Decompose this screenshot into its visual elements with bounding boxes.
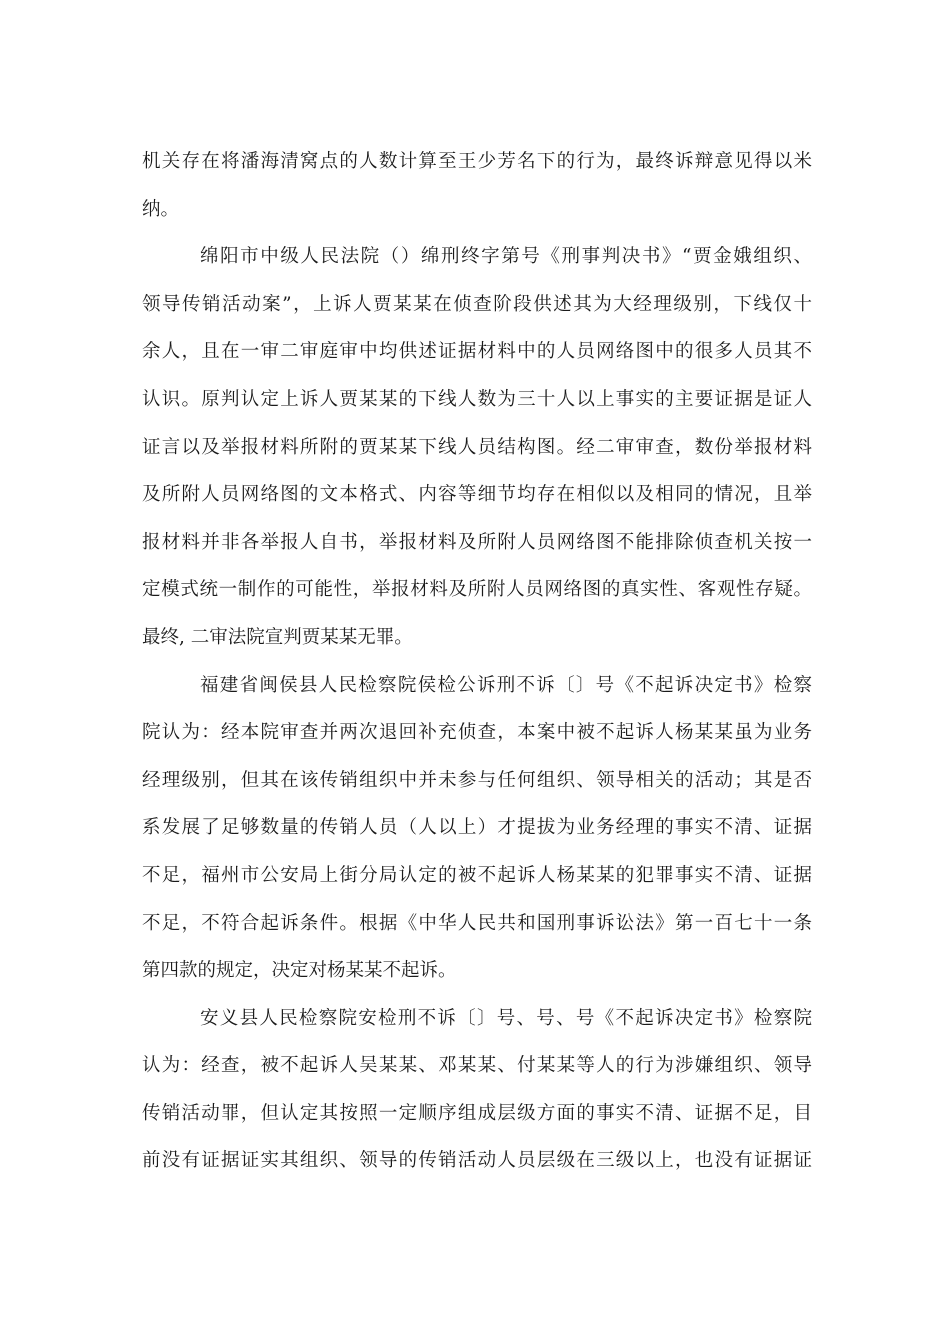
paragraph-4-line-3: 传销活动罪，但认定其按照一定顺序组成层级方面的事实不清、证据不足，目 [142, 1102, 812, 1124]
paragraph-2-line-8: 定模式统一制作的可能性，举报材料及所附人员网络图的真实性、客观性存疑。 [142, 579, 812, 601]
paragraph-2-line-1: 绵阳市中级人民法院（）绵刑终字第号《刑事判决书》“贾金娥组织、 [200, 246, 812, 268]
paragraph-2-line-2: 领导传销活动案”，上诉人贾某某在侦查阶段供述其为大经理级别，下线仅十 [142, 293, 812, 315]
paragraph-4-line-4: 前没有证据证实其组织、领导的传销活动人员层级在三级以上，也没有证据证 [142, 1150, 812, 1172]
paragraph-2-line-3: 余人，且在一审二审庭审中均供述证据材料中的人员网络图中的很多人员其不 [142, 341, 812, 363]
paragraph-4-line-2: 认为：经查，被不起诉人吴某某、邓某某、付某某等人的行为涉嫌组织、领导 [142, 1055, 812, 1077]
paragraph-2-line-6: 及所附人员网络图的文本格式、内容等细节均存在相似以及相同的情况，且举 [142, 484, 812, 506]
paragraph-2-line-4: 认识。原判认定上诉人贾某某的下线人数为三十人以上事实的主要证据是证人 [142, 388, 812, 410]
paragraph-3-line-7: 第四款的规定，决定对杨某某不起诉。 [142, 960, 457, 982]
paragraph-2-line-5: 证言以及举报材料所附的贾某某下线人员结构图。经二审审查，数份举报材料 [142, 436, 812, 458]
paragraph-3-line-4: 系发展了足够数量的传销人员（人以上）才提拔为业务经理的事实不清、证据 [142, 817, 812, 839]
paragraph-3-line-2: 院认为：经本院审查并两次退回补充侦查，本案中被不起诉人杨某某虽为业务 [142, 722, 812, 744]
document-body [142, 138, 812, 1185]
paragraph-2-line-9: 最终, 二审法院宣判贾某某无罪。 [142, 626, 413, 648]
paragraph-4-line-1: 安义县人民检察院安检刑不诉〔〕号、号、号《不起诉决定书》检察院 [200, 1007, 812, 1029]
paragraph-3-line-6: 不足，不符合起诉条件。根据《中华人民共和国刑事诉讼法》第一百七十一条 [142, 912, 812, 934]
paragraph-3-line-3: 经理级别，但其在该传销组织中并未参与任何组织、领导相关的活动；其是否 [142, 769, 812, 791]
paragraph-3-line-1: 福建省闽侯县人民检察院侯检公诉刑不诉〔〕号《不起诉决定书》检察 [200, 674, 812, 696]
paragraph-1-line-1: 机关存在将潘海清窝点的人数计算至王少芳名下的行为，最终诉辩意见得以米 [142, 151, 812, 172]
paragraph-2-line-7: 报材料并非各举报人自书，举报材料及所附人员网络图不能排除侦查机关按一 [142, 531, 812, 553]
paragraph-1-line-2: 纳。 [142, 198, 180, 220]
paragraph-3-line-5: 不足，福州市公安局上街分局认定的被不起诉人杨某某的犯罪事实不清、证据 [142, 864, 812, 886]
